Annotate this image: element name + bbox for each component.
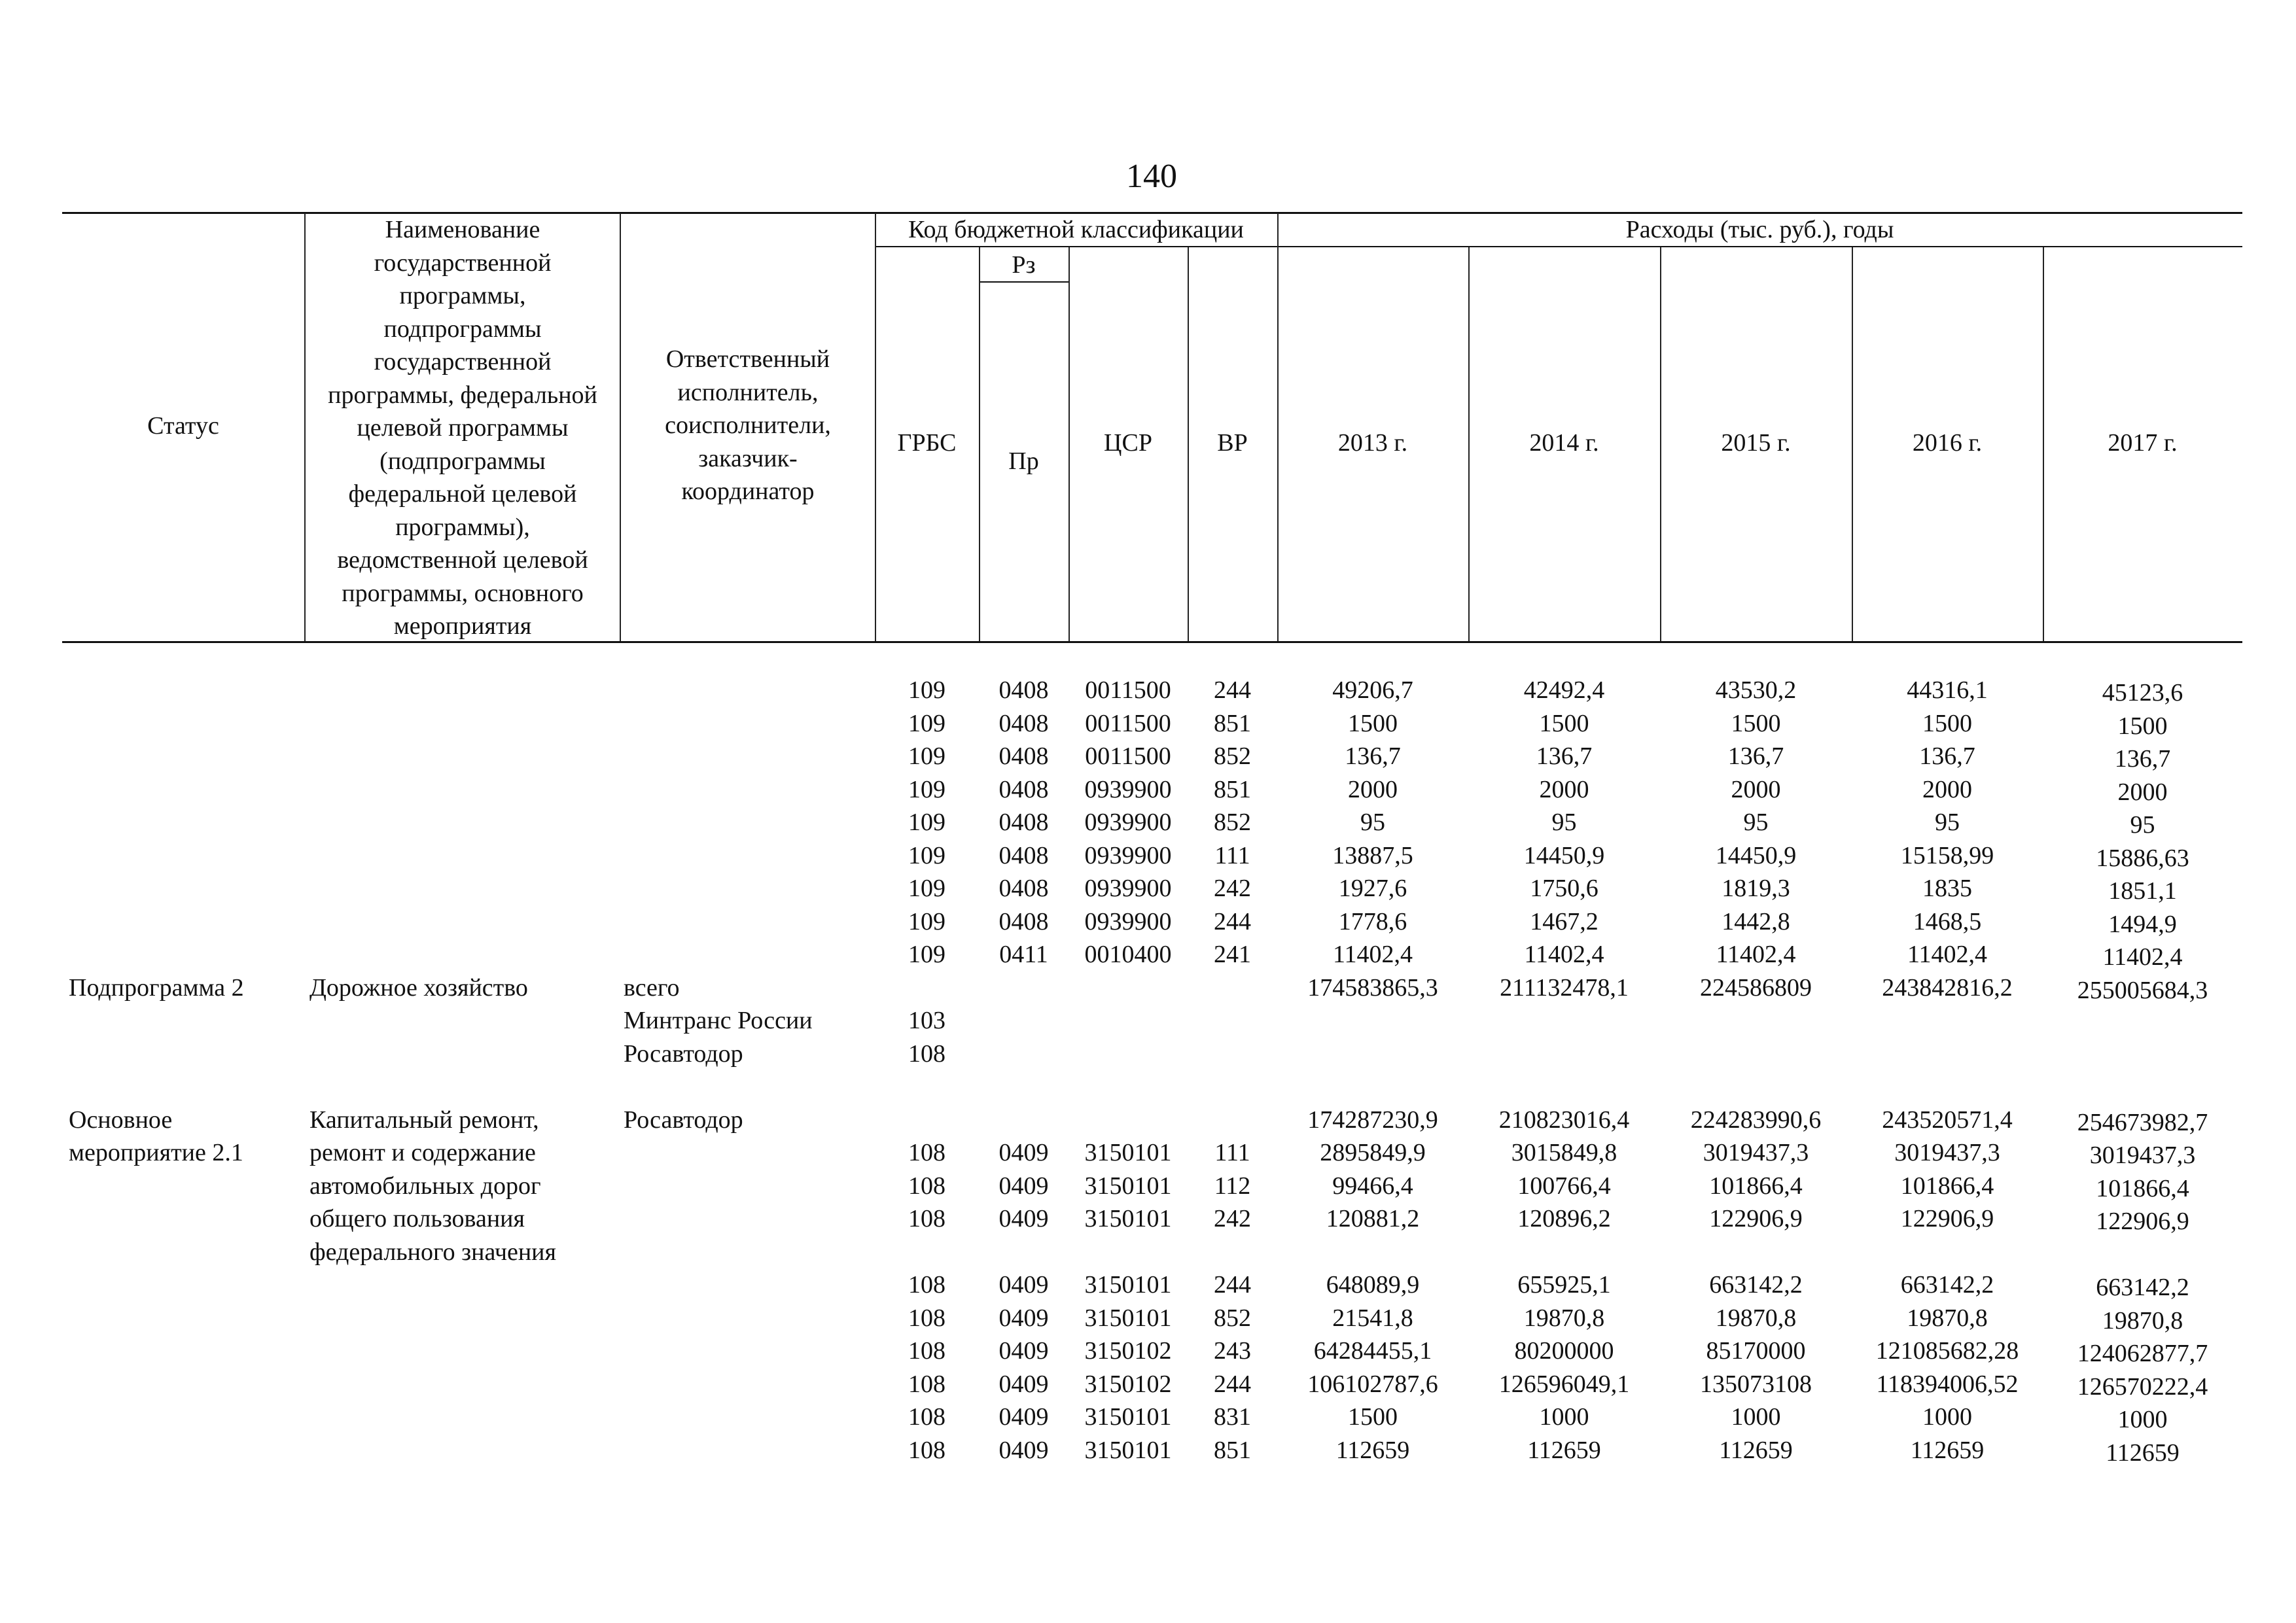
cell-amount-2013: 120881,2 — [1326, 1205, 1420, 1232]
header-year-2015: 2015 г. — [1721, 429, 1791, 457]
cell-rzpr: 0408 — [998, 709, 1049, 737]
header-year-2017: 2017 г. — [2108, 429, 2178, 457]
cell-vr: 241 — [1214, 941, 1251, 968]
header-vr: ВР — [1217, 429, 1248, 457]
cell-vr: 851 — [1214, 1436, 1251, 1464]
cell-amount-2016: 243520571,4 — [1882, 1106, 2013, 1134]
cell-amount-2016: 101866,4 — [1900, 1172, 1994, 1200]
cell-amount-2016: 95 — [1935, 809, 1960, 836]
cell-csr: 3150101 — [1084, 1271, 1172, 1299]
cell-amount-2017: 3019437,3 — [2089, 1142, 2196, 1169]
cell-csr: 3150101 — [1084, 1304, 1172, 1332]
cell-vr: 111 — [1214, 841, 1250, 869]
header-name-line: программы, федеральной — [328, 381, 597, 409]
cell-amount-2016: 112659 — [1910, 1436, 1985, 1464]
cell-amount-2016: 122906,9 — [1900, 1205, 1994, 1232]
cell-vr: 831 — [1214, 1403, 1251, 1431]
header-name-line: подпрограммы — [383, 315, 542, 343]
cell-status: Основное — [69, 1106, 173, 1134]
cell-executor: всего — [624, 973, 680, 1002]
header-name-line: федеральной целевой — [348, 480, 577, 508]
cell-amount-2014: 11402,4 — [1524, 941, 1604, 968]
header-executor — [621, 343, 875, 508]
cell-csr: 3150101 — [1084, 1139, 1172, 1166]
cell-amount-2016: 1835 — [1922, 875, 1972, 902]
cell-amount-2016: 136,7 — [1919, 742, 1975, 770]
cell-amount-2015: 95 — [1743, 809, 1769, 836]
cell-grbs: 109 — [908, 809, 945, 836]
cell-vr: 242 — [1214, 875, 1251, 902]
cell-amount-2013: 1927,6 — [1338, 875, 1407, 902]
cell-amount-2016: 15158,99 — [1900, 841, 1994, 869]
cell-amount-2013: 106102787,6 — [1307, 1370, 1438, 1398]
cell-grbs: 108 — [908, 1370, 945, 1398]
header-pr: Пр — [1008, 447, 1039, 475]
cell-amount-2013: 2000 — [1348, 775, 1398, 803]
cell-amount-2013: 174583865,3 — [1307, 973, 1438, 1002]
header-name-line: программы), — [395, 513, 530, 541]
header-divider-grbs — [979, 247, 980, 641]
cell-amount-2014: 210823016,4 — [1498, 1106, 1630, 1134]
cell-amount-2013: 49206,7 — [1332, 676, 1413, 704]
cell-amount-2015: 112659 — [1719, 1436, 1793, 1464]
cell-grbs: 108 — [908, 1271, 945, 1299]
cell-amount-2017: 95 — [2130, 811, 2155, 839]
cell-amount-2015: 14450,9 — [1715, 841, 1797, 869]
cell-amount-2014: 1750,6 — [1530, 875, 1598, 902]
cell-amount-2017: 19870,8 — [2102, 1306, 2183, 1335]
cell-amount-2014: 112659 — [1527, 1436, 1601, 1464]
cell-amount-2013: 112659 — [1335, 1436, 1410, 1464]
cell-csr: 0010400 — [1084, 941, 1172, 968]
cell-amount-2016: 1500 — [1922, 709, 1972, 737]
cell-amount-2015: 101866,4 — [1709, 1172, 1803, 1200]
cell-grbs: 108 — [908, 1337, 945, 1365]
cell-amount-2017: 124062877,7 — [2077, 1340, 2208, 1367]
cell-amount-2013: 11402,4 — [1332, 941, 1413, 968]
cell-name: автомобильных дорог — [309, 1172, 541, 1200]
cell-rzpr: 0409 — [998, 1337, 1049, 1365]
cell-rzpr: 0408 — [998, 676, 1049, 704]
cell-amount-2016: 663142,2 — [1900, 1271, 1994, 1299]
cell-rzpr: 0408 — [998, 875, 1049, 902]
header-executor-line: Ответственный — [665, 345, 830, 373]
header-executor-line: заказчик- — [698, 444, 798, 472]
cell-amount-2017: 101866,4 — [2096, 1174, 2189, 1202]
cell-rzpr: 0409 — [998, 1271, 1049, 1299]
cell-csr: 3150101 — [1084, 1172, 1172, 1200]
cell-amount-2015: 1442,8 — [1722, 907, 1790, 935]
cell-amount-2015: 1000 — [1731, 1403, 1781, 1431]
header-status: Статус — [147, 412, 219, 440]
cell-grbs: 108 — [908, 1436, 945, 1464]
cell-vr: 111 — [1214, 1139, 1250, 1166]
cell-amount-2016: 118394006,52 — [1876, 1370, 2019, 1398]
cell-grbs: 109 — [908, 742, 945, 770]
cell-name: Капитальный ремонт, — [309, 1106, 539, 1134]
cell-vr: 243 — [1214, 1337, 1251, 1365]
cell-amount-2015: 1500 — [1731, 709, 1781, 737]
cell-grbs: 109 — [908, 875, 945, 902]
cell-rzpr: 0408 — [998, 775, 1049, 803]
cell-amount-2014: 655925,1 — [1517, 1271, 1611, 1299]
cell-csr: 0011500 — [1085, 742, 1171, 770]
cell-vr: 244 — [1214, 1370, 1251, 1398]
cell-amount-2013: 174287230,9 — [1307, 1106, 1438, 1134]
header-name-line: Наименование — [385, 216, 540, 243]
cell-grbs: 109 — [908, 841, 945, 869]
cell-name: Дорожное хозяйство — [309, 973, 528, 1002]
cell-amount-2014: 80200000 — [1514, 1337, 1614, 1365]
cell-amount-2015: 663142,2 — [1709, 1271, 1803, 1299]
cell-amount-2016: 11402,4 — [1907, 941, 1988, 968]
cell-amount-2014: 100766,4 — [1517, 1172, 1611, 1200]
cell-vr: 244 — [1214, 907, 1251, 935]
cell-amount-2014: 126596049,1 — [1498, 1370, 1630, 1398]
cell-csr: 3150102 — [1084, 1337, 1172, 1365]
cell-vr: 244 — [1214, 1271, 1251, 1299]
cell-amount-2014: 120896,2 — [1517, 1205, 1611, 1232]
header-name-line: государственной — [374, 249, 552, 277]
header-name-line: целевой программы — [357, 414, 569, 442]
cell-csr: 3150101 — [1084, 1403, 1172, 1431]
cell-amount-2014: 2000 — [1539, 775, 1589, 803]
cell-grbs: 109 — [908, 775, 945, 803]
header-rz: Рз — [1012, 251, 1036, 279]
cell-rzpr: 0409 — [998, 1139, 1049, 1166]
cell-amount-2014: 95 — [1551, 809, 1577, 836]
cell-amount-2017: 11402,4 — [2102, 943, 2183, 971]
cell-rzpr: 0409 — [998, 1403, 1049, 1431]
cell-amount-2013: 648089,9 — [1326, 1271, 1420, 1299]
cell-amount-2013: 64284455,1 — [1313, 1337, 1432, 1365]
cell-csr: 3150101 — [1084, 1436, 1172, 1464]
cell-amount-2015: 135073108 — [1700, 1370, 1812, 1398]
cell-amount-2015: 136,7 — [1727, 742, 1784, 770]
header-year-2014: 2014 г. — [1529, 429, 1599, 457]
cell-vr: 852 — [1214, 1304, 1251, 1332]
cell-vr: 851 — [1214, 775, 1251, 803]
cell-amount-2017: 1500 — [2117, 712, 2168, 740]
cell-amount-2017: 255005684,3 — [2077, 976, 2208, 1004]
cell-executor: Росавтодор — [624, 1039, 743, 1068]
cell-amount-2014: 1000 — [1539, 1403, 1589, 1431]
cell-amount-2017: 122906,9 — [2096, 1208, 2189, 1235]
header-csr: ЦСР — [1104, 429, 1152, 457]
cell-grbs: 109 — [908, 941, 945, 968]
cell-rzpr: 0408 — [998, 907, 1049, 935]
cell-rzpr: 0408 — [998, 841, 1049, 869]
cell-rzpr: 0409 — [998, 1304, 1049, 1332]
cell-amount-2015: 19870,8 — [1715, 1304, 1797, 1332]
header-name-line: государственной — [374, 348, 552, 375]
cell-csr: 3150102 — [1084, 1370, 1172, 1398]
cell-grbs: 108 — [908, 1304, 945, 1332]
header-name-line: мероприятия — [393, 612, 532, 640]
cell-amount-2017: 1851,1 — [2108, 877, 2177, 905]
cell-amount-2014: 136,7 — [1536, 742, 1593, 770]
cell-vr: 244 — [1214, 676, 1251, 704]
cell-amount-2017: 126570222,4 — [2077, 1372, 2208, 1401]
cell-amount-2017: 2000 — [2117, 778, 2168, 806]
cell-amount-2016: 1000 — [1922, 1403, 1972, 1431]
cell-amount-2015: 3019437,3 — [1703, 1139, 1809, 1166]
cell-amount-2014: 1500 — [1539, 709, 1589, 737]
cell-csr: 0939900 — [1084, 775, 1172, 803]
cell-amount-2017: 136,7 — [2114, 745, 2171, 773]
cell-amount-2017: 1000 — [2117, 1406, 2168, 1433]
cell-amount-2014: 14450,9 — [1523, 841, 1605, 869]
cell-grbs: 109 — [908, 907, 945, 935]
cell-name: ремонт и содержание — [309, 1139, 536, 1166]
cell-amount-2016: 44316,1 — [1907, 676, 1988, 704]
header-executor-line: координатор — [681, 478, 815, 505]
cell-vr: 852 — [1214, 742, 1251, 770]
cell-amount-2017: 1494,9 — [2108, 910, 2177, 938]
cell-grbs: 108 — [908, 1403, 945, 1431]
cell-amount-2013: 99466,4 — [1332, 1172, 1413, 1200]
cell-rzpr: 0411 — [999, 941, 1048, 968]
cell-amount-2015: 85170000 — [1706, 1337, 1806, 1365]
cell-amount-2015: 43530,2 — [1715, 676, 1797, 704]
cell-amount-2016: 3019437,3 — [1894, 1139, 2000, 1166]
cell-amount-2016: 2000 — [1922, 775, 1972, 803]
header-name-line: (подпрограммы — [380, 447, 546, 475]
cell-amount-2013: 1778,6 — [1338, 907, 1407, 935]
cell-amount-2014: 19870,8 — [1523, 1304, 1605, 1332]
header-executor-line: исполнитель, — [677, 378, 819, 406]
cell-rzpr: 0409 — [998, 1205, 1049, 1232]
cell-grbs: 108 — [908, 1139, 945, 1166]
cell-csr: 0939900 — [1084, 875, 1172, 902]
cell-name: федерального значения — [309, 1238, 556, 1266]
cell-amount-2013: 95 — [1360, 809, 1385, 836]
cell-amount-2015: 11402,4 — [1716, 941, 1796, 968]
cell-executor: Росавтодор — [624, 1106, 743, 1134]
cell-vr: 851 — [1214, 709, 1251, 737]
cell-status: мероприятие 2.1 — [69, 1139, 243, 1166]
cell-rzpr: 0409 — [998, 1436, 1049, 1464]
cell-rzpr: 0409 — [998, 1370, 1049, 1398]
cell-amount-2015: 2000 — [1731, 775, 1781, 803]
cell-amount-2016: 243842816,2 — [1882, 973, 2013, 1002]
cell-amount-2017: 15886,63 — [2096, 844, 2189, 872]
header-name-line: ведомственной целевой — [337, 546, 588, 574]
cell-amount-2016: 1468,5 — [1913, 907, 1982, 935]
cell-amount-2013: 136,7 — [1345, 742, 1401, 770]
cell-grbs: 103 — [908, 1007, 945, 1034]
cell-amount-2015: 122906,9 — [1709, 1205, 1803, 1232]
cell-rzpr: 0409 — [998, 1172, 1049, 1200]
cell-amount-2013: 13887,5 — [1332, 841, 1413, 869]
cell-amount-2013: 21541,8 — [1332, 1304, 1413, 1332]
cell-csr: 0939900 — [1084, 841, 1172, 869]
cell-csr: 0011500 — [1085, 709, 1171, 737]
cell-vr: 242 — [1214, 1205, 1251, 1232]
cell-amount-2014: 3015849,8 — [1511, 1139, 1617, 1166]
cell-grbs: 108 — [908, 1172, 945, 1200]
cell-amount-2017: 112659 — [2106, 1439, 2180, 1467]
cell-executor: Минтранс России — [624, 1007, 813, 1034]
cell-grbs: 108 — [908, 1205, 945, 1232]
cell-grbs: 109 — [908, 676, 945, 704]
header-name — [306, 213, 620, 643]
header-budget-code: Код бюджетной классификации — [908, 216, 1244, 243]
header-name-line: программы, — [399, 282, 526, 309]
header-name-line: программы, основного — [342, 579, 584, 607]
cell-amount-2013: 2895849,9 — [1320, 1139, 1426, 1166]
cell-amount-2013: 1500 — [1348, 709, 1398, 737]
cell-csr: 0939900 — [1084, 809, 1172, 836]
cell-amount-2017: 663142,2 — [2096, 1274, 2189, 1301]
cell-csr: 0011500 — [1085, 676, 1171, 704]
cell-vr: 852 — [1214, 809, 1251, 836]
cell-csr: 3150101 — [1084, 1205, 1172, 1232]
cell-rzpr: 0408 — [998, 742, 1049, 770]
cell-csr: 0939900 — [1084, 907, 1172, 935]
cell-amount-2017: 254673982,7 — [2077, 1108, 2208, 1136]
cell-status: Подпрограмма 2 — [69, 973, 244, 1002]
cell-amount-2014: 211132478,1 — [1500, 973, 1629, 1002]
cell-vr: 112 — [1214, 1172, 1251, 1200]
cell-name: общего пользования — [309, 1205, 525, 1232]
cell-amount-2015: 224586809 — [1700, 973, 1812, 1002]
cell-amount-2013: 1500 — [1348, 1403, 1398, 1431]
page-number: 140 — [1126, 158, 1177, 195]
header-executor-line: соисполнители, — [665, 411, 831, 439]
cell-rzpr: 0408 — [998, 809, 1049, 836]
header-year-2016: 2016 г. — [1912, 429, 1983, 457]
header-year-2013: 2013 г. — [1337, 429, 1408, 457]
cell-amount-2016: 19870,8 — [1907, 1304, 1988, 1332]
cell-grbs: 109 — [908, 709, 945, 737]
header-expenses: Расходы (тыс. руб.), годы — [1625, 216, 1894, 243]
header-grbs: ГРБС — [897, 429, 957, 457]
cell-amount-2015: 1819,3 — [1722, 875, 1790, 902]
cell-amount-2017: 45123,6 — [2102, 679, 2183, 707]
cell-amount-2014: 42492,4 — [1523, 676, 1605, 704]
cell-grbs: 108 — [908, 1039, 945, 1068]
cell-amount-2015: 224283990,6 — [1690, 1106, 1822, 1134]
cell-amount-2014: 1467,2 — [1530, 907, 1598, 935]
cell-amount-2016: 121085682,28 — [1875, 1337, 2019, 1365]
